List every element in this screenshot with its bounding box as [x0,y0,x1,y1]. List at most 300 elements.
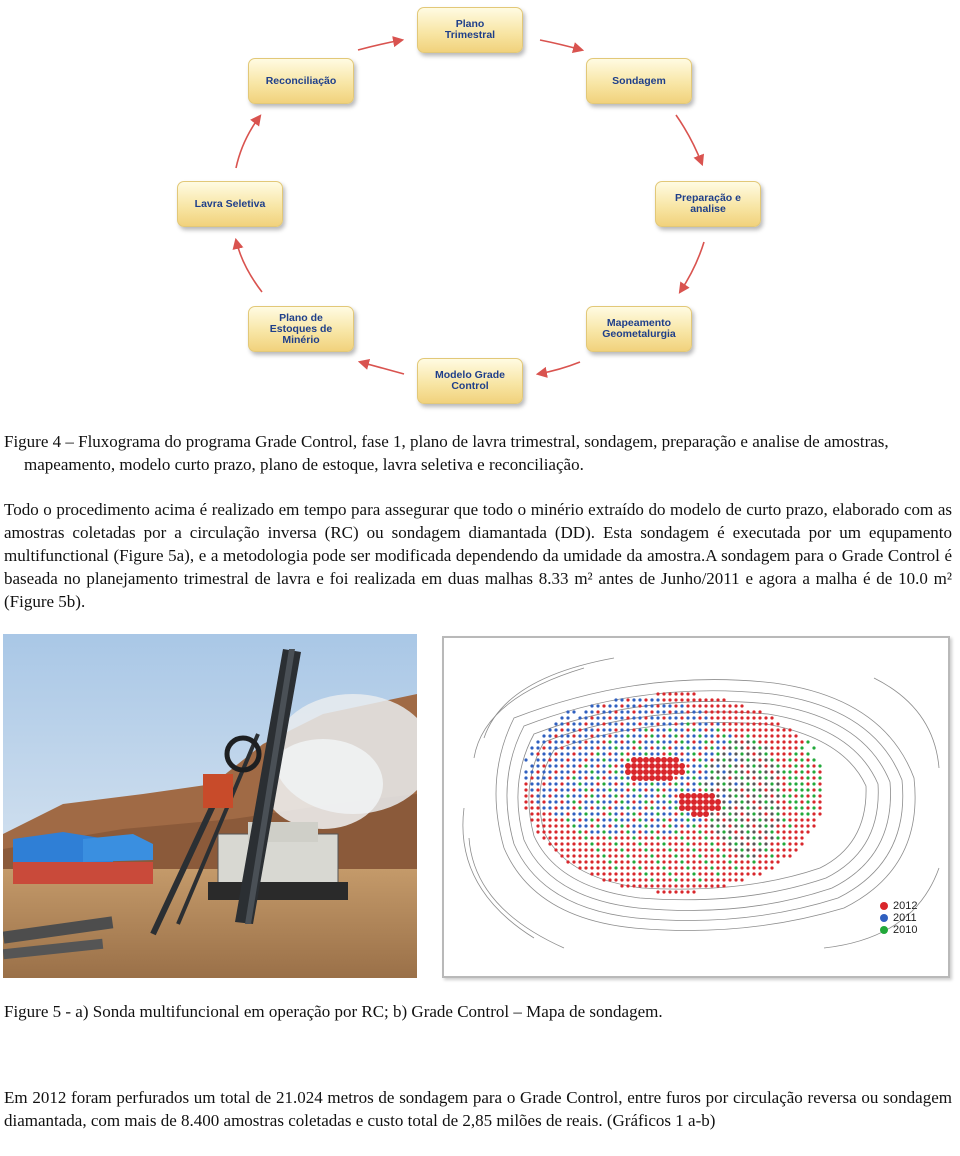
drill-hole-dot [632,716,635,719]
drill-hole-dot [602,794,605,797]
drill-hole-dot [584,728,587,731]
drill-hole-dot [686,776,689,779]
drill-hole-dot [788,824,791,827]
drill-hole-dot [536,830,539,833]
drill-hole-dot [668,800,671,803]
drill-hole-dot [758,776,761,779]
drill-hole-dot [746,752,749,755]
drill-hole-dot [620,806,623,809]
drill-hole-dot [728,842,731,845]
drill-hole-dot [650,728,653,731]
drill-hole-dot [596,728,599,731]
drill-hole-dot [788,812,791,815]
drill-hole-dot [752,872,755,875]
drill-hole-dot [704,842,707,845]
drill-hole-dot [692,764,695,767]
drill-hole-dot [548,728,551,731]
drilling-map-drawing [444,638,948,976]
drill-hole-dot [560,728,563,731]
drill-hole-dot [776,728,779,731]
drill-hole-dot [584,710,587,713]
drill-hole-dot [746,776,749,779]
drill-hole-dot [572,848,575,851]
drill-hole-dot [602,740,605,743]
drill-hole-dot [674,746,677,749]
drill-hole-dot [638,878,641,881]
drill-hole-dot [584,794,587,797]
drill-hole-dot [542,788,545,791]
drill-hole-dot [800,836,803,839]
drill-hole-dot [782,842,785,845]
drill-hole-dot [524,782,527,785]
drill-hole-dot [584,788,587,791]
drill-hole-dot [554,806,557,809]
drill-hole-dot [608,728,611,731]
drill-hole-dot [704,722,707,725]
drill-hole-dot [620,800,623,803]
drill-hole-dot [686,692,689,695]
drill-hole-dot [710,722,713,725]
drill-hole-dot [703,811,709,817]
drill-hole-dot [530,764,533,767]
drill-hole-dot [691,799,697,805]
drill-hole-dot [806,800,809,803]
drill-hole-dot [740,842,743,845]
drill-hole-dot [650,788,653,791]
drill-hole-dot [716,728,719,731]
drill-hole-dot [608,746,611,749]
drill-hole-dot [794,776,797,779]
drill-hole-dot [614,704,617,707]
legend-label-2010: 2010 [893,924,918,936]
drill-hole-dot [554,848,557,851]
drill-hole-dot [638,818,641,821]
drill-hole-dot [812,806,815,809]
drill-hole-dot [644,866,647,869]
drill-hole-dot [560,854,563,857]
drill-hole-dot [782,782,785,785]
drill-hole-dot [560,812,563,815]
drill-hole-dot [686,812,689,815]
drill-hole-dot [638,824,641,827]
drill-hole-dot [644,860,647,863]
drill-hole-dot [584,806,587,809]
drill-hole-dot [656,722,659,725]
drill-hole-dot [620,716,623,719]
drill-hole-dot [794,788,797,791]
drill-hole-dot [536,800,539,803]
drill-hole-dot [662,788,665,791]
drill-hole-dot [578,758,581,761]
drill-hole-dot [649,757,655,763]
drill-hole-dot [740,764,743,767]
drill-hole-dot [662,740,665,743]
flow-arrows [0,0,960,420]
drill-hole-dot [740,854,743,857]
drill-hole-dot [758,770,761,773]
drill-hole-dot [566,728,569,731]
drill-hole-dot [536,770,539,773]
drill-hole-dot [818,782,821,785]
drill-hole-dot [530,800,533,803]
drill-hole-dot [697,811,703,817]
drill-hole-dot [542,776,545,779]
drill-hole-dot [662,836,665,839]
drill-hole-dot [722,734,725,737]
drill-hole-dot [656,794,659,797]
drill-hole-dot [697,799,703,805]
drill-hole-dot [686,710,689,713]
drill-hole-dot [740,878,743,881]
drill-hole-dot [740,740,743,743]
drill-hole-dot [794,830,797,833]
drill-hole-dot [638,782,641,785]
drill-hole-dot [722,848,725,851]
drill-hole-dot [685,799,691,805]
drill-hole-dot [812,776,815,779]
drill-hole-dot [812,818,815,821]
drill-hole-dot [584,752,587,755]
drill-hole-dot [602,818,605,821]
drill-hole-dot [572,770,575,773]
drill-hole-dot [692,698,695,701]
drill-hole-dot [584,716,587,719]
drill-hole-dot [674,854,677,857]
drill-hole-dot [764,770,767,773]
drill-hole-dot [650,830,653,833]
drill-hole-dot [740,728,743,731]
drill-hole-dot [734,782,737,785]
arrow-reconciliacao-to-plano [358,40,402,50]
drill-hole-dot [734,722,737,725]
drill-hole-dot [644,782,647,785]
drill-hole-dot [704,698,707,701]
drill-hole-dot [674,866,677,869]
drill-hole-dot [770,860,773,863]
drill-hole-dot [788,752,791,755]
drill-hole-dot [602,812,605,815]
drill-hole-dot [710,710,713,713]
drill-hole-dot [812,746,815,749]
drill-hole-dot [596,758,599,761]
drill-hole-dot [752,716,755,719]
drill-hole-dot [740,710,743,713]
drill-hole-dot [692,788,695,791]
drill-hole-dot [548,734,551,737]
drill-hole-dot [572,842,575,845]
drill-hole-dot [776,824,779,827]
drill-hole-dot [644,788,647,791]
drill-hole-dot [692,884,695,887]
drill-hole-dot [637,775,643,781]
drill-hole-dot [686,746,689,749]
drill-hole-dot [716,830,719,833]
drill-hole-dot [668,716,671,719]
drill-hole-dot [794,752,797,755]
drill-hole-dot [560,794,563,797]
drill-hole-dot [680,860,683,863]
drill-hole-dot [746,818,749,821]
drill-hole-dot [752,782,755,785]
drill-hole-dot [710,734,713,737]
drill-hole-dot [590,788,593,791]
drill-hole-dot [697,793,703,799]
drill-hole-dot [680,878,683,881]
drill-hole-dot [764,728,767,731]
drill-hole-dot [794,800,797,803]
drill-hole-dot [608,842,611,845]
drill-hole-dot [542,812,545,815]
drill-hole-dot [620,824,623,827]
drill-hole-dot [626,788,629,791]
drill-hole-dot [746,830,749,833]
drill-hole-dot [554,770,557,773]
drill-hole-dot [560,830,563,833]
drill-hole-dot [644,794,647,797]
drill-hole-dot [680,836,683,839]
drill-hole-dot [578,854,581,857]
drill-hole-dot [584,842,587,845]
drill-hole-dot [584,836,587,839]
drill-hole-dot [716,758,719,761]
drill-hole-dot [716,710,719,713]
drill-hole-dot [782,728,785,731]
drill-hole-dot [776,830,779,833]
drill-hole-dot [710,698,713,701]
drill-hole-dot [578,800,581,803]
drill-hole-dot [638,716,641,719]
drill-hole-dot [548,758,551,761]
drill-hole-dot [620,860,623,863]
drill-hole-dot [746,734,749,737]
drill-hole-dot [596,800,599,803]
drill-hole-dot [655,775,661,781]
drill-hole-dot [770,830,773,833]
drill-hole-dot [530,782,533,785]
node-mapeamento: Mapeamento Geometalurgia [586,306,692,352]
drill-hole-dot [590,848,593,851]
drill-hole-dot [638,704,641,707]
drill-hole-dot [614,836,617,839]
drill-hole-dot [770,752,773,755]
drill-hole-dot [788,782,791,785]
drill-hole-dot [788,728,791,731]
drill-hole-dot [794,794,797,797]
drill-hole-dot [578,812,581,815]
drill-hole-dot [608,782,611,785]
drill-hole-dot [638,866,641,869]
drill-hole-dot [632,884,635,887]
drill-hole-dot [620,728,623,731]
drill-hole-dot [686,734,689,737]
drill-hole-dot [692,878,695,881]
drill-hole-dot [614,842,617,845]
drill-hole-dot [794,740,797,743]
drill-hole-dot [662,806,665,809]
drill-hole-dot [578,752,581,755]
drill-hole-dot [596,764,599,767]
drill-hole-dot [740,848,743,851]
drill-hole-dot [560,758,563,761]
drill-hole-dot [758,872,761,875]
drill-hole-dot [524,806,527,809]
drill-hole-dot [704,878,707,881]
drill-hole-dot [758,710,761,713]
drill-hole-dot [788,806,791,809]
drill-hole-dot [806,740,809,743]
drill-hole-dot [578,824,581,827]
drill-hole-dot [667,763,673,769]
drill-hole-dot [734,830,737,833]
drill-hole-dot [608,758,611,761]
drill-hole-dot [644,752,647,755]
drill-hole-dot [722,884,725,887]
drill-hole-dot [590,872,593,875]
drill-hole-dot [608,776,611,779]
drill-hole-dot [704,716,707,719]
drill-hole-dot [572,782,575,785]
drill-hole-dot [620,698,623,701]
drill-hole-dot [680,824,683,827]
drill-hole-dot [794,842,797,845]
drill-hole-dot [758,866,761,869]
drill-hole-dot [638,734,641,737]
drill-hole-dot [650,836,653,839]
drill-hole-dot [608,836,611,839]
drill-hole-dot [608,860,611,863]
drill-hole-dot [614,878,617,881]
drill-hole-dot [584,854,587,857]
drill-hole-dot [788,848,791,851]
drill-hole-dot [728,710,731,713]
drill-hole-dot [632,782,635,785]
drill-hole-dot [662,824,665,827]
drill-hole-dot [788,788,791,791]
drill-hole-dot [686,704,689,707]
drill-hole-dot [668,842,671,845]
drill-hole-dot [590,830,593,833]
arrow-lavra-to-reconciliacao [236,116,260,168]
drill-hole-dot [692,710,695,713]
drill-hole-dot [758,746,761,749]
drill-hole-dot [662,830,665,833]
drill-hole-dot [668,860,671,863]
drill-hole-dot [602,800,605,803]
drill-hole-dot [680,722,683,725]
drill-hole-dot [818,770,821,773]
drill-hole-dot [620,764,623,767]
drill-hole-dot [770,728,773,731]
drill-hole-dot [680,740,683,743]
drill-hole-dot [734,764,737,767]
drill-hole-dot [542,806,545,809]
drill-hole-dot [584,734,587,737]
drill-hole-dot [752,800,755,803]
drill-hole-dot [560,770,563,773]
drill-hole-dot [596,776,599,779]
drill-hole-dot [614,716,617,719]
drill-hole-dot [698,788,701,791]
drill-hole-dot [746,794,749,797]
drill-hole-dot [662,698,665,701]
map-legend [880,900,917,936]
drill-hole-dot [770,848,773,851]
drill-hole-dot [746,728,749,731]
drill-hole-dot [590,704,593,707]
drill-hole-dot [734,758,737,761]
drill-hole-dot [602,782,605,785]
drill-hole-dot [734,752,737,755]
drill-hole-dot [596,854,599,857]
drill-hole-dot [740,812,743,815]
drill-hole-dot [704,734,707,737]
drill-hole-dot [650,884,653,887]
drill-hole-dot [788,770,791,773]
drill-hole-dot [818,794,821,797]
drill-hole-dot [584,770,587,773]
drill-hole-dot [626,758,629,761]
drill-hole-dot [590,866,593,869]
drill-hole-dot [596,746,599,749]
drill-hole-dot [548,764,551,767]
drill-hole-dot [674,890,677,893]
drill-hole-dot [692,824,695,827]
drill-hole-dot [740,782,743,785]
drill-hole-dot [734,842,737,845]
drill-hole-dot [746,872,749,875]
drill-hole-dot [566,782,569,785]
drill-hole-dot [626,866,629,869]
drill-hole-dot [758,842,761,845]
drill-hole-dot [590,752,593,755]
drill-hole-dot [764,854,767,857]
drill-rig-photo [3,634,417,978]
drill-hole-dot [704,818,707,821]
drill-hole-dot [673,763,679,769]
drill-hole-dot [656,710,659,713]
drill-hole-dot [770,854,773,857]
drill-hole-dot [746,848,749,851]
drill-hole-dot [692,752,695,755]
drill-hole-dot [691,811,697,817]
drill-hole-dot [572,854,575,857]
drill-hole-dot [704,866,707,869]
drill-hole-dot [662,734,665,737]
drill-hole-dot [590,746,593,749]
drill-hole-dot [560,740,563,743]
drill-hole-dot [674,824,677,827]
drill-hole-dot [686,830,689,833]
drill-hole-dot [614,818,617,821]
drill-hole-dot [662,848,665,851]
drill-hole-dot [578,764,581,767]
drill-hole-dot [572,812,575,815]
drill-hole-dot [674,734,677,737]
drill-hole-dot [746,710,749,713]
drill-hole-dot [656,692,659,695]
drill-hole-dot [788,836,791,839]
drill-hole-dot [770,782,773,785]
drill-hole-dot [542,734,545,737]
drill-hole-dot [692,776,695,779]
drill-hole-dot [746,860,749,863]
drill-hole-dot [650,704,653,707]
drill-hole-dot [674,848,677,851]
drill-hole-dot [632,806,635,809]
drill-hole-dot [554,776,557,779]
drill-hole-dot [806,788,809,791]
drill-hole-dot [818,806,821,809]
